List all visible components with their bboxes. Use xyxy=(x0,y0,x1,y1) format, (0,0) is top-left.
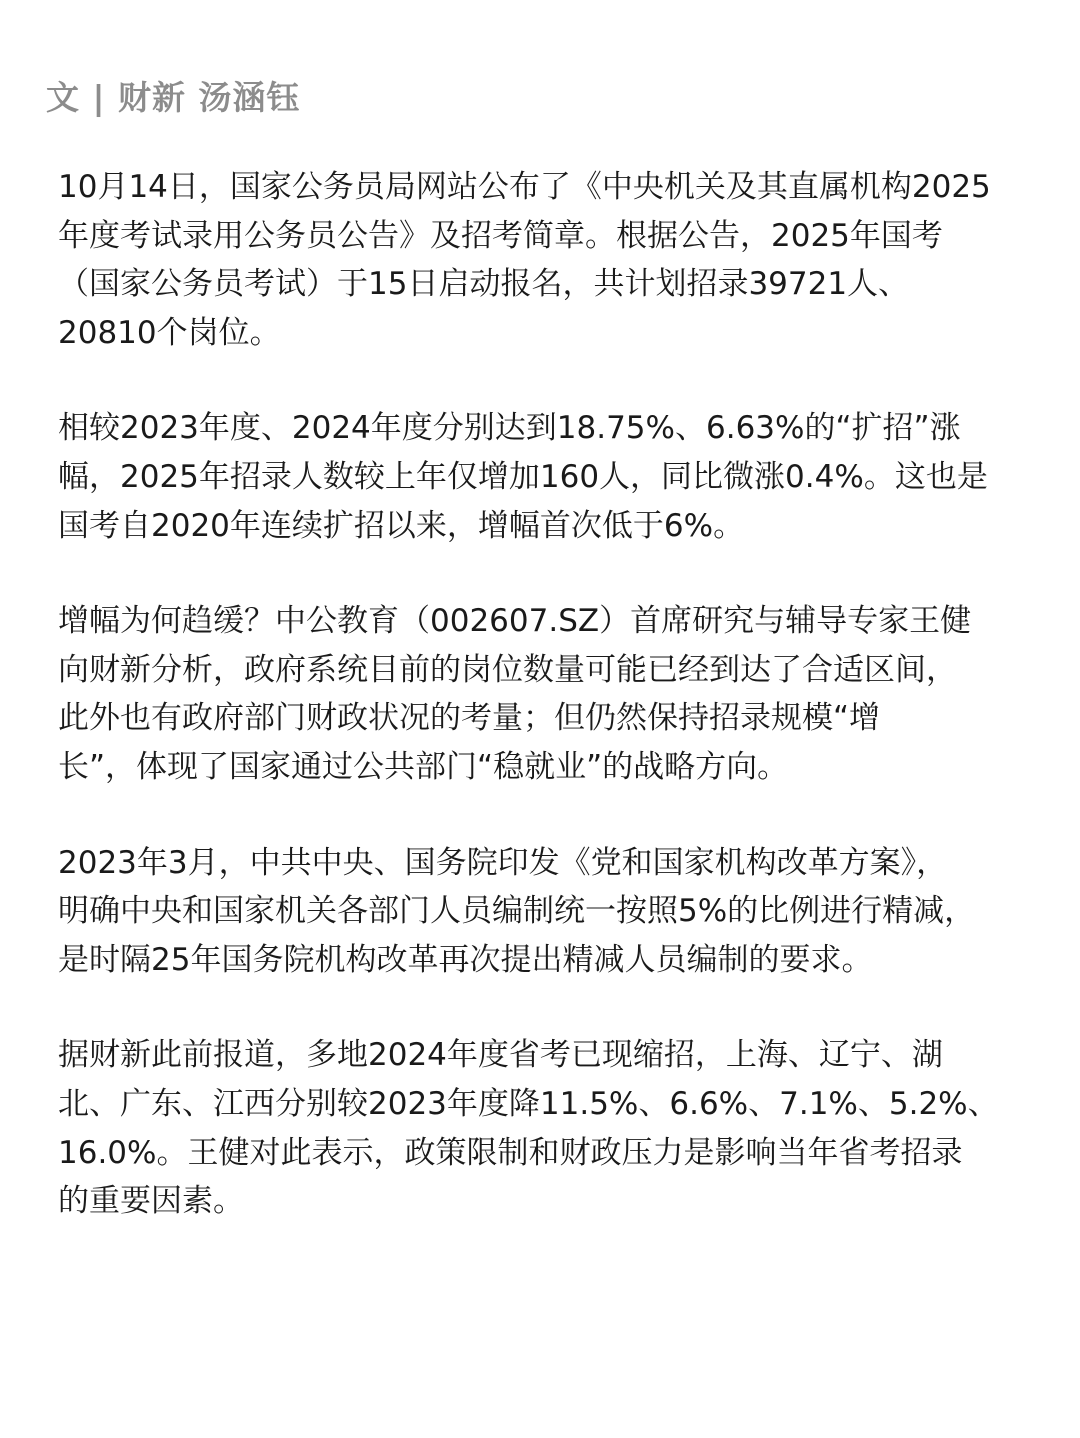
paragraph-line: 幅，2025年招录人数较上年仅增加160人，同比微涨0.4%。这也是 xyxy=(58,458,988,495)
paragraph-line: 长”，体现了国家通过公共部门“稳就业”的战略方向。 xyxy=(58,748,789,785)
paragraph-3 xyxy=(58,597,1028,791)
paragraph-line: 年度考试录用公务员公告》及招考简章。根据公告，2025年国考 xyxy=(58,217,943,254)
paragraph-5 xyxy=(58,1031,1028,1225)
paragraph-line: 是时隔25年国务院机构改革再次提出精减人员编制的要求。 xyxy=(58,941,873,978)
paragraph-line: 2023年3月，中共中央、国务院印发《党和国家机构改革方案》， xyxy=(58,844,948,881)
paragraph-line: 20810个岗位。 xyxy=(58,314,281,351)
paragraph-line: 国考自2020年连续扩招以来，增幅首次低于6%。 xyxy=(58,507,745,544)
paragraph-line: 10月14日，国家公务员局网站公布了《中央机关及其直属机构2025 xyxy=(58,169,991,205)
article-byline: 文 | 财新 汤涵钰 xyxy=(46,78,301,117)
paragraph-line: 北、广东、江西分别较2023年度降11.5%、6.6%、7.1%、5.2%、 xyxy=(58,1085,999,1122)
paragraph-2 xyxy=(58,404,1028,550)
paragraph-line: 的重要因素。 xyxy=(58,1183,244,1220)
paragraph-line: 明确中央和国家机关各部门人员编制统一按照5%的比例进行精减， xyxy=(58,893,976,930)
paragraph-4 xyxy=(58,839,1028,985)
paragraph-line: 增幅为何趋缓？中公教育（002607.SZ）首席研究与辅导专家王健 xyxy=(58,603,972,640)
paragraph-line: 此外也有政府部门财政状况的考量；但仍然保持招录规模“增 xyxy=(58,700,881,737)
paragraph-line: （国家公务员考试）于15日启动报名，共计划招录39721人、 xyxy=(58,266,910,303)
paragraph-line: 相较2023年度、2024年度分别达到18.75%、6.63%的“扩招”涨 xyxy=(58,410,961,447)
paragraph-line: 据财新此前报道，多地2024年度省考已现缩招，上海、辽宁、湖 xyxy=(58,1037,943,1074)
paragraph-line: 16.0%。王健对此表示，政策限制和财政压力是影响当年省考招录 xyxy=(58,1134,963,1171)
paragraph-1 xyxy=(58,163,1028,357)
paragraph-line: 向财新分析，政府系统目前的岗位数量可能已经到达了合适区间， xyxy=(58,651,957,688)
article-body xyxy=(58,163,1028,1273)
